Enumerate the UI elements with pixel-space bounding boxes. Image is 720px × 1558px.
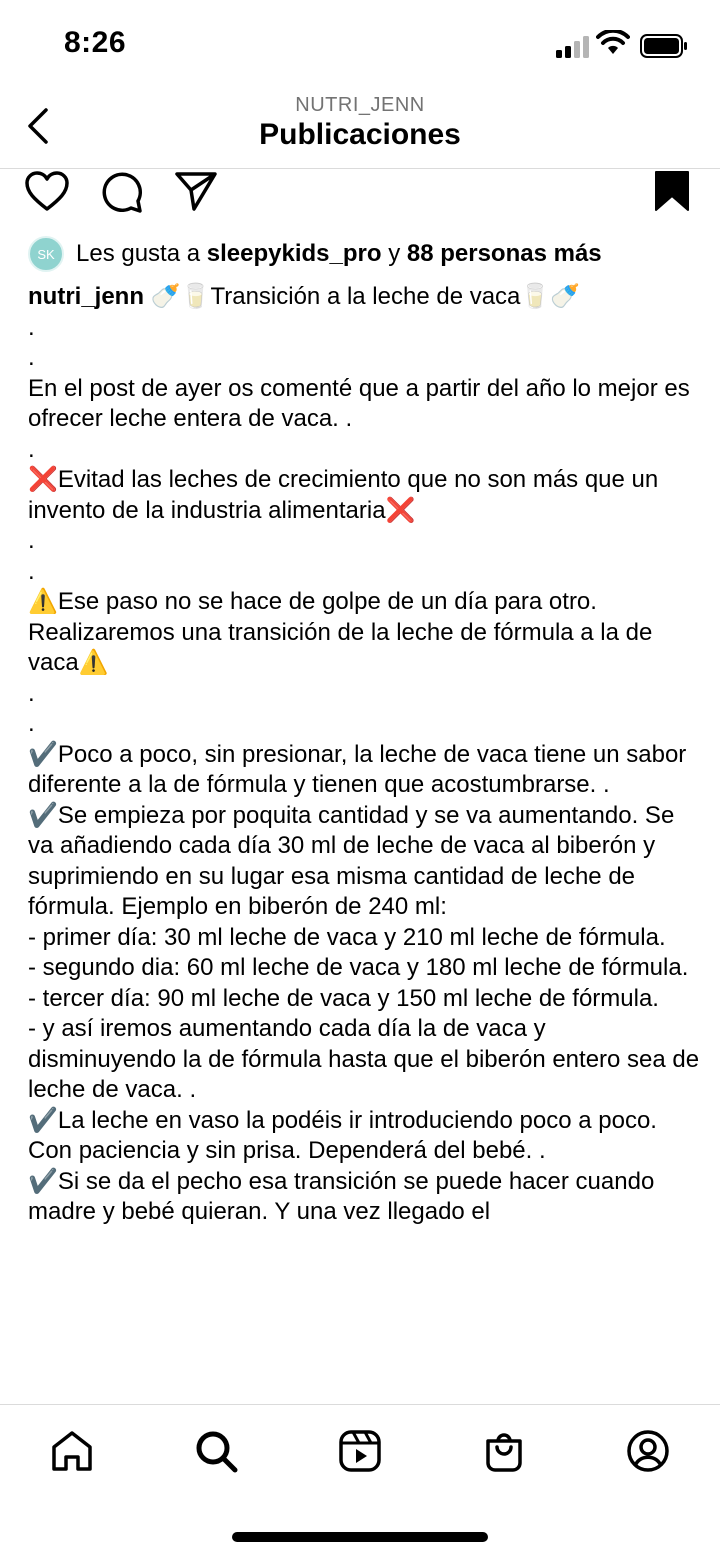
status-bar: [0, 0, 720, 90]
liker-username[interactable]: sleepykids_pro: [206, 240, 382, 267]
likes-prefix: Les gusta a: [76, 240, 201, 267]
likes-middle: y: [388, 240, 401, 267]
home-indicator[interactable]: [232, 1532, 488, 1542]
nav-header: [0, 90, 720, 169]
send-icon[interactable]: [174, 170, 218, 212]
home-icon[interactable]: [50, 1429, 94, 1473]
reels-icon[interactable]: [338, 1429, 382, 1473]
heart-icon[interactable]: [24, 170, 70, 212]
status-time: 8:26: [64, 26, 127, 59]
post-caption: [28, 282, 700, 1228]
search-icon[interactable]: [194, 1429, 238, 1473]
likes-summary: [28, 236, 602, 272]
comment-icon[interactable]: [100, 170, 144, 214]
caption-text: 🍼🥛Transición a la leche de vaca🥛🍼 . . En el post de ayer os comenté que a partir del año lo mejor es ofrecer leche entera de vaca. . . ❌Evitad las leches de crecimiento que no son más que un invento de la industria alimentaria❌ . . ⚠️Ese paso no se hace de golpe de un día para otro. Realizaremos una transición de la leche de fórmula a la de vaca⚠️ . . ✔️Poco a poco, sin presionar, la leche de vaca tiene un sabor diferente a la de fórmula y tienen que acostumbrarse. . ✔️Se empieza por poquita cantidad y se va aumentando. Se va añadiendo cada día 30 ml de leche de vaca al biberón y suprimiendo en su lugar esa misma cantidad de leche de fórmula. Ejemplo en biberón de 240 ml: - primer día: 30 ml leche de vaca y 210 ml leche de fórmula. - segundo dia: 60 ml leche de vaca y 180 ml leche de fórmula. - tercer día: 90 ml leche de vaca y 150 ml leche de fórmula. - y así iremos aumentando cada día la de vaca y disminuyendo la de fórmula hasta que el biberón entero sea de leche de vaca. . ✔️La leche en vaso la podéis ir introduciendo poco a poco. Con paciencia y sin prisa. Dependerá del bebé. . ✔️Si se da el pecho esa transición se puede hacer cuando madre y bebé quieran. Y una vez llegado el: [28, 283, 700, 1225]
bookmark-icon[interactable]: [654, 170, 690, 212]
avatar[interactable]: SK: [28, 236, 64, 272]
likes-count[interactable]: 88 personas más: [406, 240, 602, 267]
battery-icon: [640, 34, 688, 58]
cellular-signal-icon: [556, 36, 590, 58]
profile-icon[interactable]: [626, 1429, 670, 1473]
post-username[interactable]: nutri_jenn: [28, 283, 145, 310]
post-actions: [0, 168, 720, 224]
account-name: NUTRI_JENN: [295, 94, 425, 116]
wifi-icon: [596, 30, 630, 56]
page-title: Publicaciones: [259, 118, 461, 151]
shop-icon[interactable]: [482, 1429, 526, 1473]
